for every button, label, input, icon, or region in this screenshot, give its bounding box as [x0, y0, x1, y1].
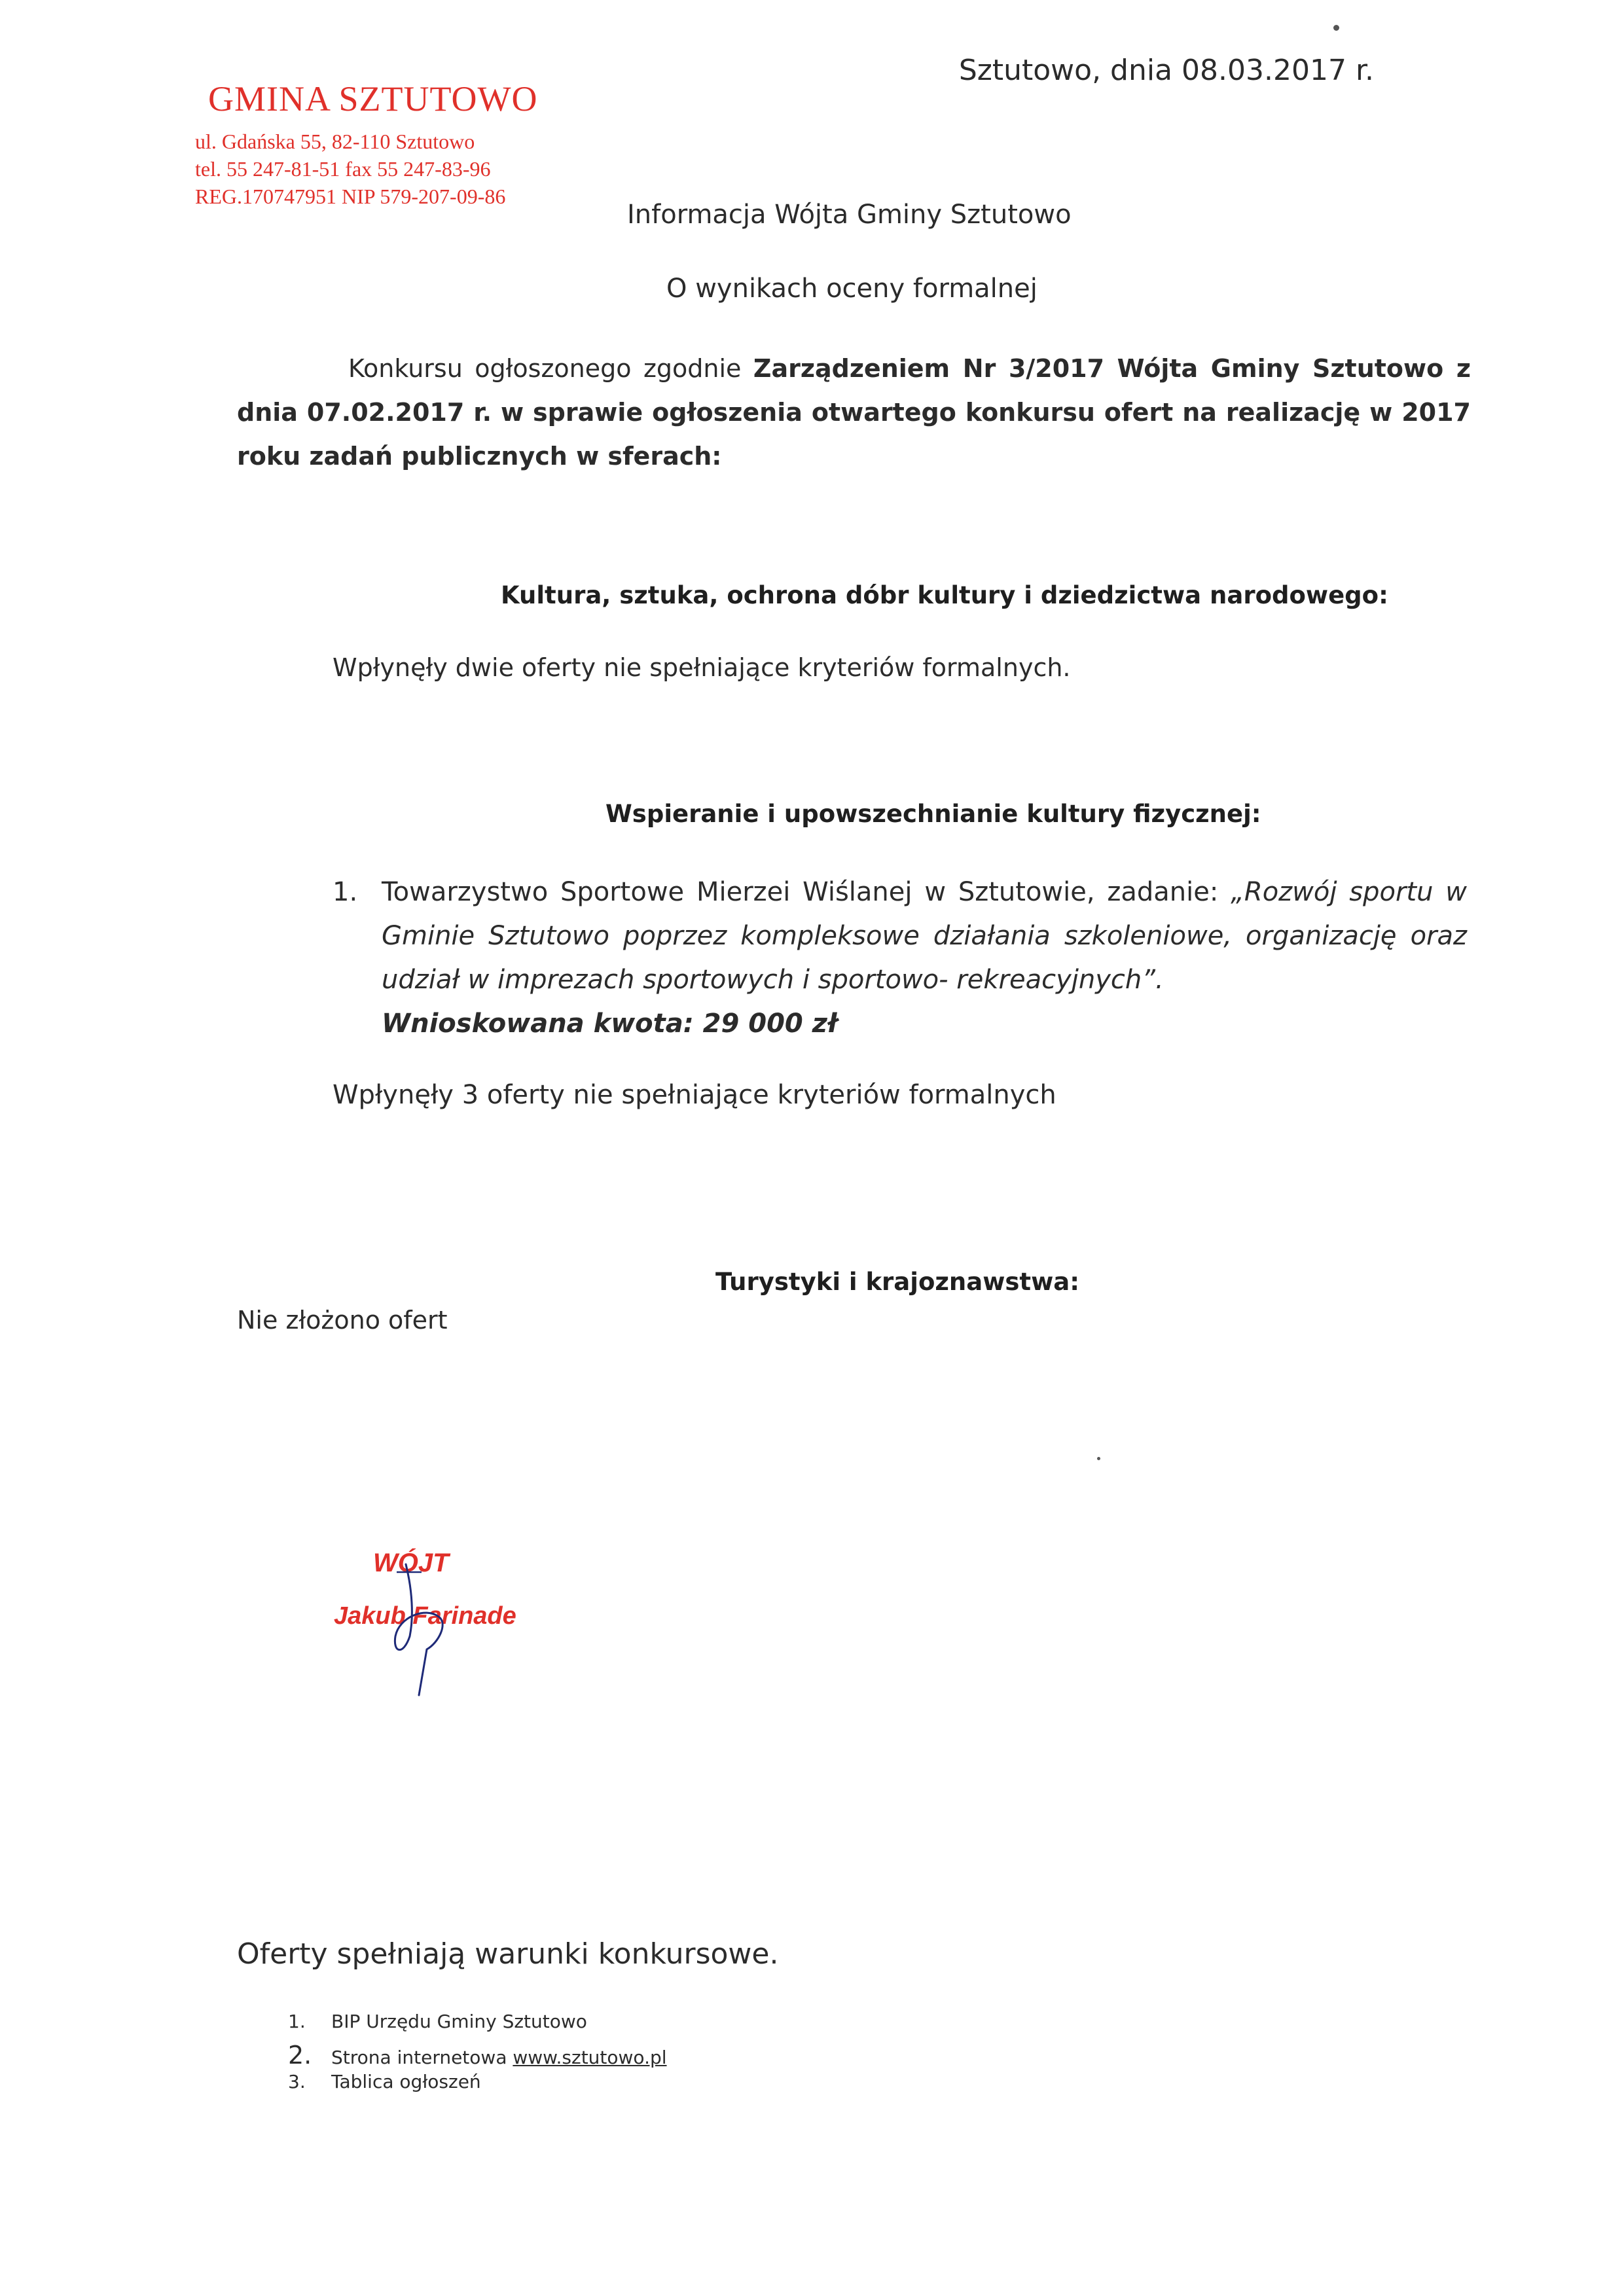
section-text-culture: Wpłynęły dwie oferty nie spełniające kryteriów formalnych.	[333, 653, 1071, 682]
stamp-address: ul. Gdańska 55, 82-110 Sztutowo	[195, 130, 475, 153]
offer-task: „Rozwój sportu w Gminie Sztutowo poprzez kompleksowe działania szkoleniowe, organizację oraz udział w imprezach sportowych i sportowo- rekreacyjnych”.	[382, 877, 1467, 995]
website-link[interactable]: www.sztutowo.pl	[513, 2047, 667, 2068]
signature-stamp-name: Jakub Farinade	[334, 1602, 516, 1630]
section-heading-sport: Wspieranie i upowszechnianie kultury fizycznej:	[605, 800, 1261, 828]
publication-item	[288, 2011, 587, 2032]
intro-paragraph	[237, 347, 1471, 478]
signature-stamp-title: WÓJT	[373, 1549, 449, 1577]
intro-text-end: w sprawie ogłoszenia otwartego konkursu ofert na realizację w 2017 roku zadań publicznych w sferach:	[237, 398, 1471, 471]
document-date: Sztutowo, dnia 08.03.2017 r.	[958, 54, 1374, 87]
handwritten-signature	[367, 1545, 484, 1702]
publication-text: BIP Urzędu Gminy Sztutowo	[331, 2011, 587, 2032]
publication-item	[288, 2071, 481, 2092]
scan-speck	[1333, 25, 1339, 31]
publication-text: Strona internetowa	[331, 2047, 513, 2068]
publication-text: Tablica ogłoszeń	[331, 2071, 481, 2092]
scan-speck	[1097, 1457, 1100, 1460]
offer-list-item	[333, 870, 1467, 1046]
offer-amount: Wnioskowana kwota: 29 000 zł	[382, 1009, 837, 1039]
document-subtitle: O wynikach oceny formalnej	[666, 274, 1038, 304]
section-text-tourism: Nie złożono ofert	[237, 1306, 448, 1335]
offer-number: 1.	[333, 877, 358, 907]
intro-ordinance: Zarządzeniem Nr 3/2017 Wójta Gminy Sztutowo z dnia 07.02.2017 r.	[237, 354, 1471, 427]
stamp-phone: tel. 55 247-81-51 fax 55 247-83-96	[195, 157, 491, 181]
publication-number: 2.	[288, 2041, 312, 2070]
intro-text-start: Konkursu ogłoszonego zgodnie	[348, 354, 753, 383]
section-heading-tourism: Turystyki i krajoznawstwa:	[715, 1268, 1080, 1296]
document-title: Informacja Wójta Gminy Sztutowo	[627, 200, 1072, 230]
stamp-registration: REG.170747951 NIP 579-207-09-86	[195, 185, 506, 208]
offer-organization: Towarzystwo Sportowe Mierzei Wiślanej w Sztutowie, zadanie:	[382, 877, 1231, 907]
section-heading-culture: Kultura, sztuka, ochrona dóbr kultury i dziedzictwa narodowego:	[501, 581, 1388, 609]
stamp-title: GMINA SZTUTOWO	[208, 79, 538, 118]
final-statement: Oferty spełniają warunki konkursowe.	[237, 1937, 779, 1971]
publication-number: 3.	[288, 2071, 306, 2092]
section-text-sport: Wpłynęły 3 oferty nie spełniające kryteriów formalnych	[333, 1080, 1056, 1110]
publication-number: 1.	[288, 2011, 306, 2032]
publication-item	[288, 2041, 667, 2070]
